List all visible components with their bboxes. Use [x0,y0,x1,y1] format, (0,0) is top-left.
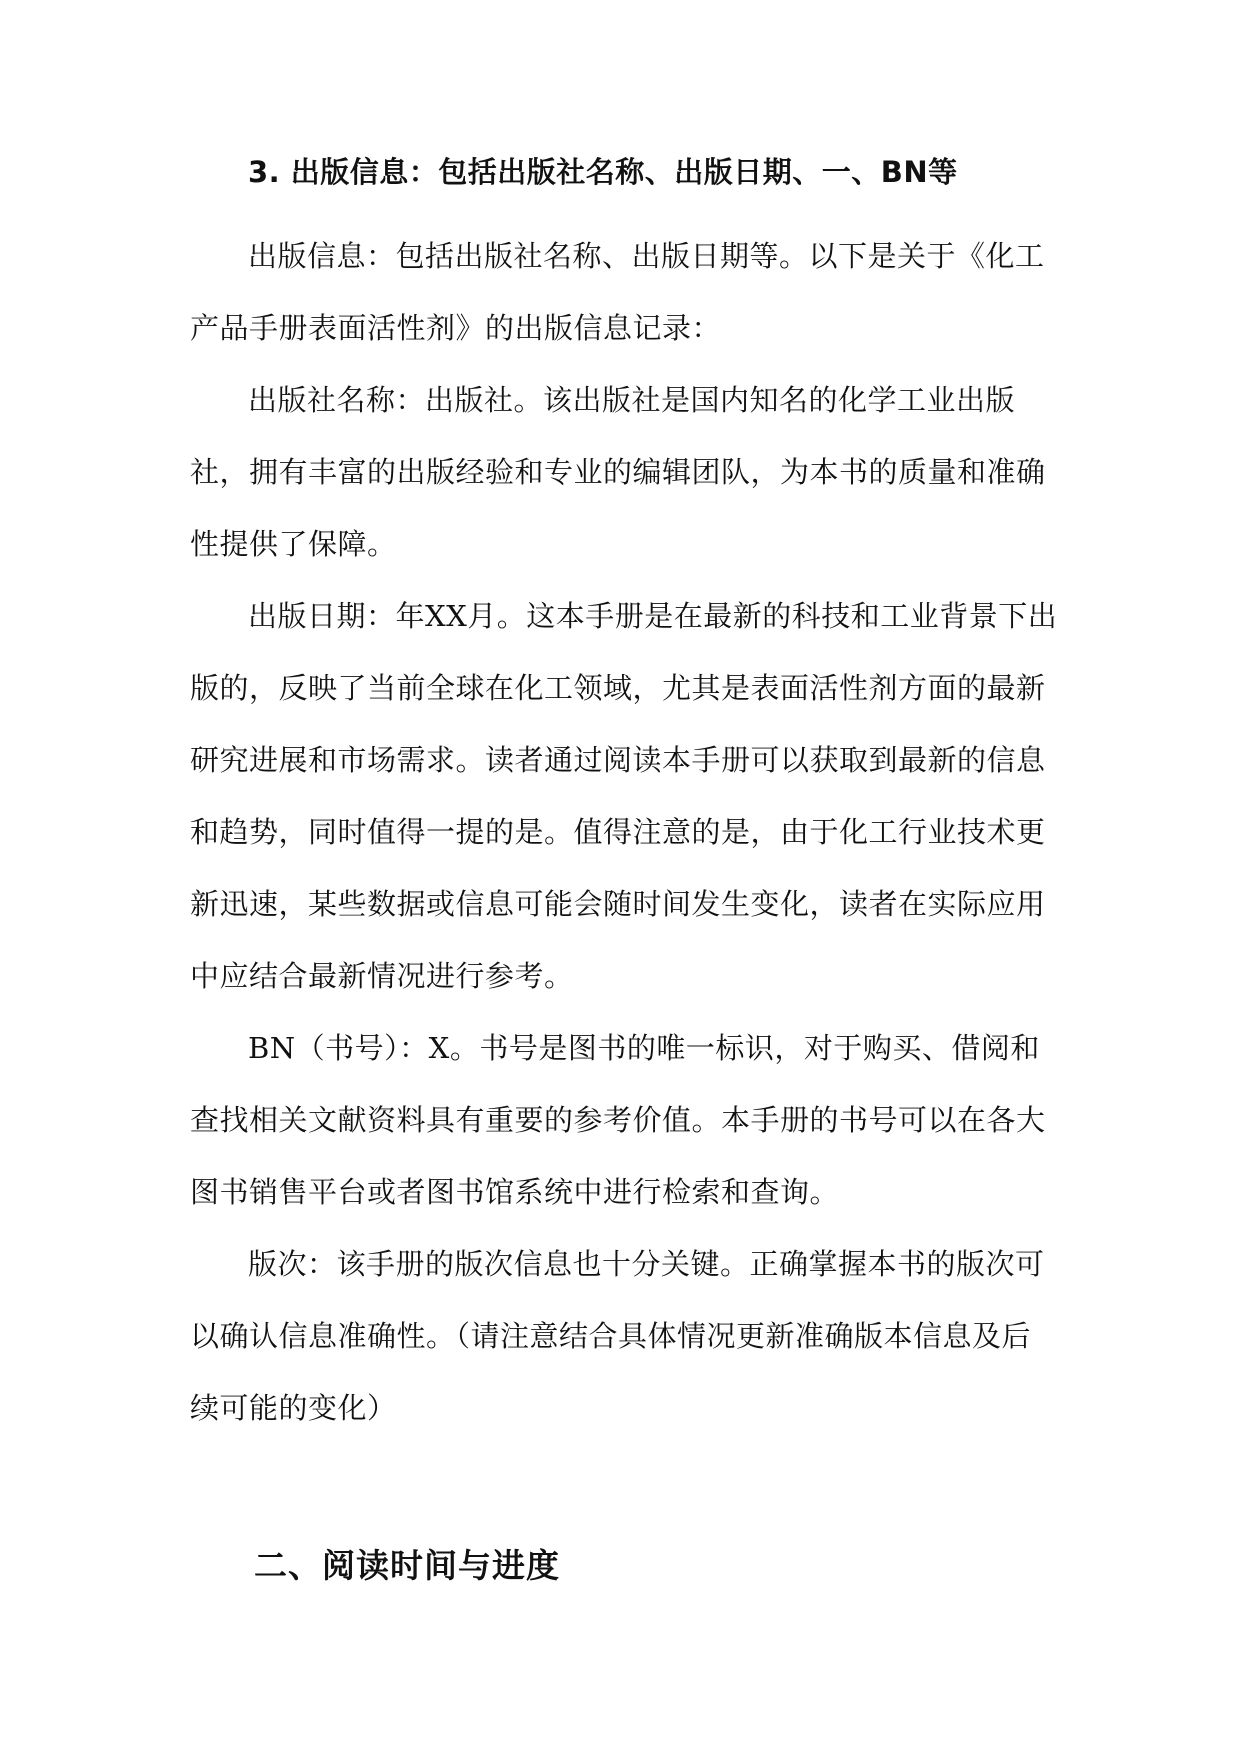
paragraph-isbn: BN（书号）：X。书号是图书的唯一标识，对于购买、借阅和查找相关文献资料具有重要的参考价值。本手册的书号可以在各大图书销售平台或者图书馆系统中进行检索和查询。 [190,1031,1046,1209]
paragraph-publisher: 出版社名称：出版社。该出版社是国内知名的化学工业出版社，拥有丰富的出版经验和专业的编辑团队，为本书的质量和准确性提供了保障。 [190,383,1046,561]
paragraph-intro: 出版信息：包括出版社名称、出版日期等。以下是关于《化工产品手册表面活性剂》的出版信息记录： [190,239,1045,345]
paragraph-publication-date: 出版日期：年XX月。这本手册是在最新的科技和工业背景下出版的，反映了当前全球在化工领域，尤其是表面活性剂方面的最新研究进展和市场需求。读者通过阅读本手册可以获取到最新的信息和趋势，同时值得一提的是。值得注意的是，由于化工行业技术更新迅速，某些数据或信息可能会随时间发生变化，读者在实际应用中应结合最新情况进行参考。 [190,599,1058,993]
paragraph-edition: 版次：该手册的版次信息也十分关键。正确掌握本书的版次可以确认信息准确性。（请注意结合具体情况更新准确版本信息及后续可能的变化） [190,1247,1045,1425]
subheading-publication-info: 3. 出版信息：包括出版社名称、出版日期、一、BN等 [248,155,958,189]
section-heading: 二、阅读时间与进度 [254,1546,560,1585]
